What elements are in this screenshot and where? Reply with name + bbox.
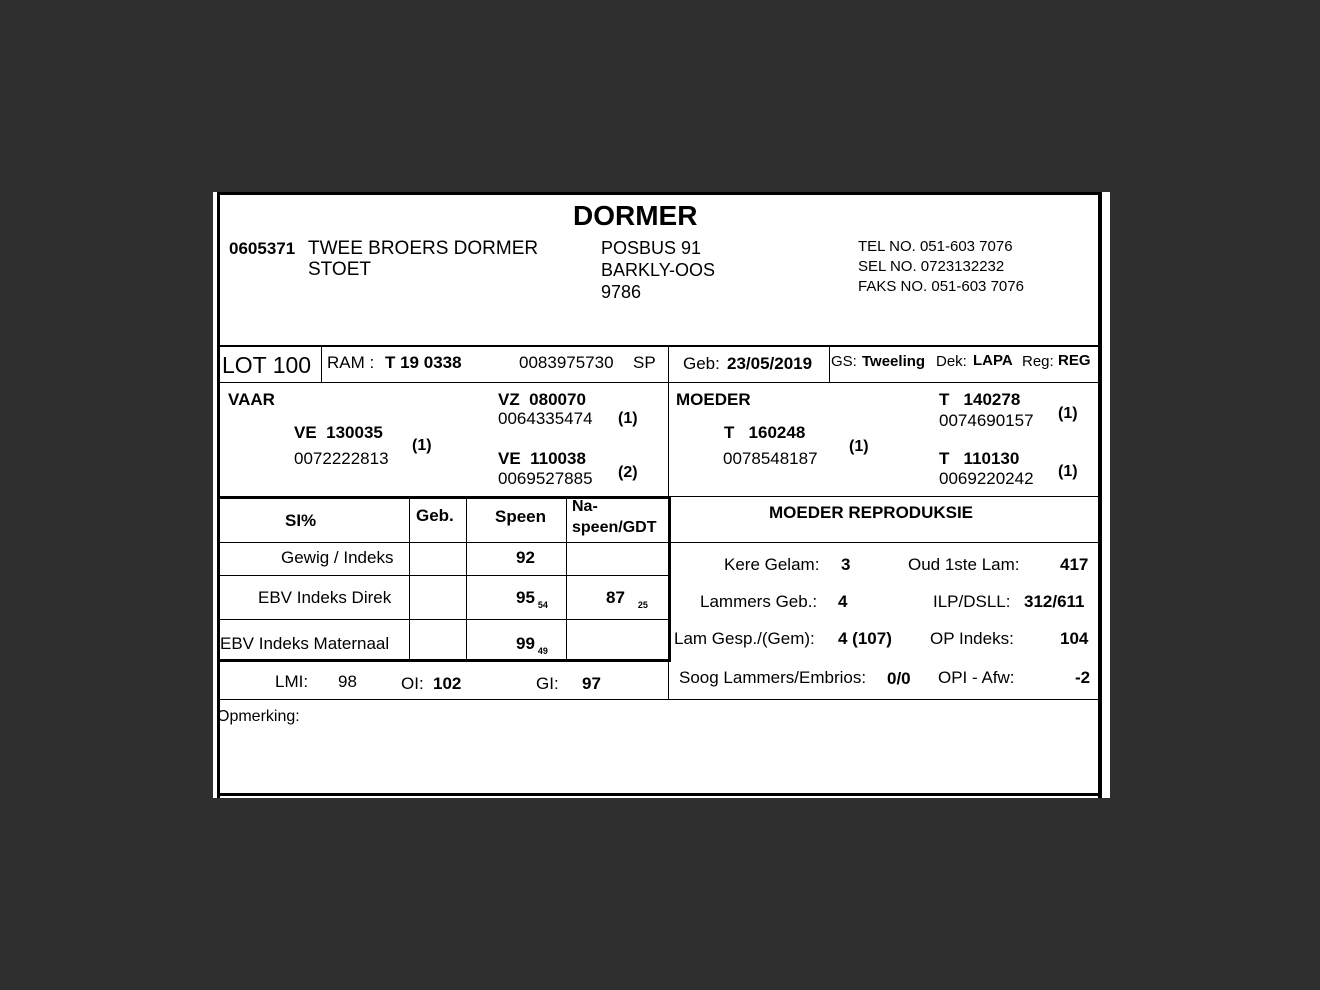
moeder-number: 0078548187 xyxy=(723,449,818,468)
si-col-3 xyxy=(566,496,567,660)
breeder-number: 0605371 xyxy=(229,239,296,258)
moeder-id: T 160248 xyxy=(724,423,806,442)
oud-value: 417 xyxy=(1060,555,1089,574)
si-row2-na xyxy=(606,588,648,608)
vaar-id: VE 130035 xyxy=(294,423,383,442)
lmi-label: LMI: xyxy=(275,672,309,691)
lam-value: 4 (107) xyxy=(838,629,892,648)
address-line2: BARKLY-OOS xyxy=(601,260,716,280)
breeder-name-line1: TWEE BROERS DORMER xyxy=(308,238,539,259)
reproduksie-top xyxy=(669,496,1101,497)
reg-value: REG xyxy=(1058,352,1091,369)
lot-divider-2 xyxy=(668,345,669,383)
si-header-si: SI% xyxy=(285,511,317,530)
address-line1: POSBUS 91 xyxy=(601,238,702,258)
dek-label: Dek: xyxy=(936,353,967,370)
si-row2-speen-sub: 54 xyxy=(537,600,548,610)
reproduksie-header-line xyxy=(669,542,1101,543)
gs-value: Tweeling xyxy=(862,353,926,370)
si-row2-na-sub: 25 xyxy=(637,600,648,610)
page-title: DORMER xyxy=(573,200,698,231)
si-header-na-line2: speen/GDT xyxy=(572,519,657,536)
si-header-geb: Geb. xyxy=(416,506,454,525)
si-row3-label: EBV Indeks Maternaal xyxy=(220,634,390,653)
oud-label: Oud 1ste Lam: xyxy=(908,555,1020,574)
si-col-1 xyxy=(409,496,410,660)
si-row2-speen xyxy=(516,588,548,608)
soog-value: 0/0 xyxy=(887,669,911,688)
gi-value: 97 xyxy=(582,674,601,693)
dek-value: LAPA xyxy=(973,352,1013,369)
lmi-row-right xyxy=(668,660,669,700)
si-table-top xyxy=(217,496,671,499)
lammers-value: 4 xyxy=(838,592,848,611)
reg-label: Reg: xyxy=(1022,353,1054,370)
si-table-right xyxy=(668,496,671,662)
ve-grade: (2) xyxy=(618,464,638,481)
si-row3-speen xyxy=(516,634,548,654)
si-row2-speen-value: 95 xyxy=(516,588,535,607)
si-row1-bottom xyxy=(217,575,669,576)
si-header-bottom xyxy=(217,542,669,543)
mt1-number: 0074690157 xyxy=(939,411,1034,430)
ram-id: T 19 0338 xyxy=(385,353,462,372)
si-row2-label: EBV Indeks Direk xyxy=(258,588,392,607)
ram-number: 0083975730 xyxy=(519,353,614,372)
lot-divider-3 xyxy=(829,345,830,383)
si-header-speen: Speen xyxy=(495,507,547,526)
si-row1-label: Gewig / Indeks xyxy=(281,548,394,567)
lot-row-bottom-line xyxy=(217,382,1101,383)
si-header-na-line1: Na- xyxy=(572,498,598,515)
kere-value: 3 xyxy=(841,555,851,574)
geb-value: 23/05/2019 xyxy=(727,354,813,373)
reproduksie-title: MOEDER REPRODUKSIE xyxy=(769,503,974,522)
ve-id: VE 110038 xyxy=(498,449,586,468)
pedigree-divider xyxy=(668,382,669,496)
oi-value: 102 xyxy=(433,674,462,693)
si-row2-bottom xyxy=(217,619,669,620)
lot-label: LOT 100 xyxy=(222,352,312,378)
lam-label: Lam Gesp./(Gem): xyxy=(674,629,815,648)
mt2-grade: (1) xyxy=(1058,463,1078,480)
card-border-top xyxy=(217,192,1101,195)
lmi-row-bottom xyxy=(217,699,1101,700)
si-row1-speen: 92 xyxy=(516,548,535,567)
lot-divider-1 xyxy=(321,345,322,383)
opi-value: -2 xyxy=(1075,668,1091,687)
address-line3: 9786 xyxy=(601,282,642,302)
ram-suffix: SP xyxy=(633,353,656,372)
faks-number: FAKS NO. 051-603 7076 xyxy=(858,278,1024,295)
moeder-label: MOEDER xyxy=(676,390,751,409)
ve-number: 0069527885 xyxy=(498,469,593,488)
mt1-grade: (1) xyxy=(1058,405,1078,422)
lot-card xyxy=(213,192,1110,798)
oi-label: OI: xyxy=(401,674,424,693)
vz-grade: (1) xyxy=(618,410,638,427)
geb-label: Geb: xyxy=(683,354,720,373)
gs-label: GS: xyxy=(831,353,857,370)
lmi-value: 98 xyxy=(338,672,357,691)
vaar-label: VAAR xyxy=(228,390,275,409)
si-row3-speen-value: 99 xyxy=(516,634,535,653)
opi-label: OPI - Afw: xyxy=(938,668,1015,687)
vaar-grade: (1) xyxy=(412,437,432,454)
si-col-2 xyxy=(466,496,467,660)
op-label: OP Indeks: xyxy=(930,629,1014,648)
op-value: 104 xyxy=(1060,629,1089,648)
lot-row-top-line xyxy=(217,345,1101,347)
card-border-right xyxy=(1098,192,1102,798)
vz-number: 0064335474 xyxy=(498,409,593,428)
mt2-number: 0069220242 xyxy=(939,469,1034,488)
mt1-id: T 140278 xyxy=(939,390,1021,409)
ram-label: RAM : xyxy=(327,353,375,372)
card-border-bottom xyxy=(217,793,1102,796)
kere-label: Kere Gelam: xyxy=(724,555,820,574)
sel-number: SEL NO. 0723132232 xyxy=(858,258,1005,275)
mt2-id: T 110130 xyxy=(939,449,1020,468)
tel-number: TEL NO. 051-603 7076 xyxy=(858,238,1013,255)
ilp-value: 312/611 xyxy=(1024,592,1085,611)
remarks-label: Opmerking: xyxy=(217,708,300,725)
soog-label: Soog Lammers/Embrios: xyxy=(679,668,867,687)
vz-id: VZ 080070 xyxy=(498,390,586,409)
moeder-grade: (1) xyxy=(849,438,869,455)
si-row2-na-value: 87 xyxy=(606,588,625,607)
gi-label: GI: xyxy=(536,674,559,693)
ilp-label: ILP/DSLL: xyxy=(933,592,1011,611)
si-row3-speen-sub: 49 xyxy=(537,646,548,656)
breeder-name-line2: STOET xyxy=(308,259,371,280)
lammers-label: Lammers Geb.: xyxy=(700,592,818,611)
si-table-bottom xyxy=(217,659,671,662)
vaar-number: 0072222813 xyxy=(294,449,389,468)
